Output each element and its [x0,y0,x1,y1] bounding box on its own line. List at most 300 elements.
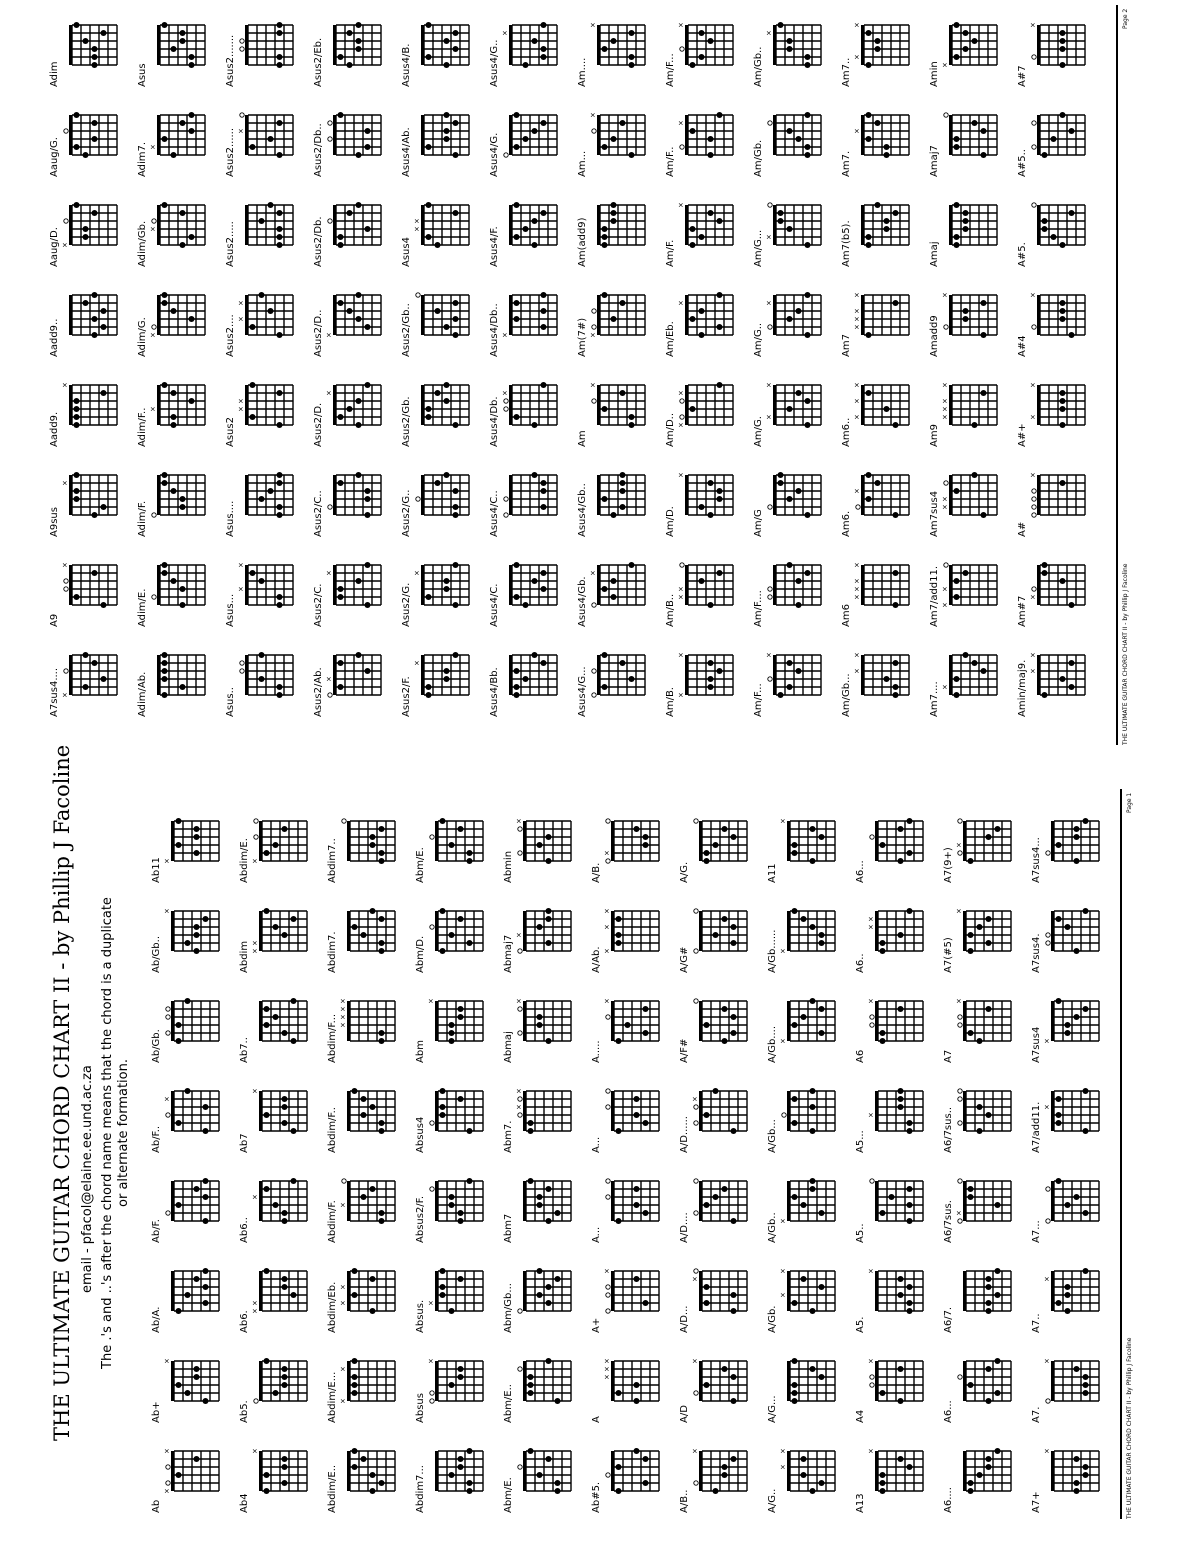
finger-dot [634,1096,640,1102]
chord-diagram [340,983,410,1065]
chord-name: Adim7. [137,141,148,177]
finger-dot [1060,406,1066,412]
finger-dot [277,62,283,68]
chord-diagram [1044,1073,1114,1155]
chord-cell [238,1339,326,1429]
finger-dot [514,112,520,118]
finger-dot [805,152,811,158]
svg-text:×: × [603,948,611,954]
chord-name: Abm/E. [415,847,426,883]
finger-dot [532,218,538,224]
chord-name: A11 [767,863,778,883]
finger-dot [458,1374,464,1380]
chord-diagram [150,7,220,89]
finger-dot [792,908,798,914]
finger-dot [1074,1194,1080,1200]
chord-cell [48,633,136,723]
finger-dot [338,660,344,666]
chord-diagram [692,1433,762,1515]
chord-diagram [326,547,396,629]
chord-name: Am(7#) [577,317,588,357]
svg-text:×: × [853,128,861,134]
finger-dot [898,1366,904,1372]
chord-name: Am7/add11. [929,565,940,627]
finger-dot [514,202,520,208]
finger-dot [602,242,608,248]
chord-diagram [1044,1343,1114,1425]
chord-cell [678,1159,766,1249]
finger-dot [884,406,890,412]
finger-dot [634,1398,640,1404]
chord-cell [238,1069,326,1159]
finger-dot [805,422,811,428]
chord-diagram [516,1343,586,1425]
chord-cell [752,543,840,633]
svg-text:×: × [867,1448,875,1454]
chord-cell [840,273,928,363]
svg-text:×: × [427,1300,435,1306]
chord-name: Am.... [577,57,588,87]
svg-text:×: × [867,1358,875,1364]
finger-dot [189,128,195,134]
chord-diagram [340,1073,410,1155]
finger-dot [185,940,191,946]
finger-dot [796,578,802,584]
chord-cell [1016,93,1104,183]
svg-text:×: × [163,1358,171,1364]
finger-dot [968,948,974,954]
chord-cell [502,979,590,1069]
chord-cell [678,1429,766,1519]
svg-text:×: × [779,818,787,824]
finger-dot [713,1488,719,1494]
finger-dot [537,1014,543,1020]
chord-name: Am/Gb. [753,139,764,177]
finger-dot [986,1366,992,1372]
finger-dot [467,850,473,856]
finger-dot [282,1096,288,1102]
finger-dot [880,1480,886,1486]
finger-dot [810,1308,816,1314]
finger-dot [880,1488,886,1494]
chord-cell [400,543,488,633]
finger-dot [1083,1374,1089,1380]
finger-dot [898,1104,904,1110]
finger-dot [259,292,265,298]
finger-dot [162,570,168,576]
svg-text:×: × [691,1448,699,1454]
finger-dot [435,390,441,396]
chord-name: Am6. [841,510,852,537]
chord-name: Asus2 [225,417,236,447]
svg-text:×: × [1029,292,1037,298]
finger-dot [338,54,344,60]
finger-dot [620,488,626,494]
finger-dot [810,1178,816,1184]
finger-dot [268,488,274,494]
chord-name: A/Gb... [767,1119,778,1153]
chord-cell [1016,3,1104,93]
svg-text:×: × [339,1284,347,1290]
chord-name: Am7sus4 [929,490,940,537]
finger-dot [189,54,195,60]
finger-dot [995,1358,1001,1364]
finger-dot [74,202,80,208]
duplicate-note: The .'s and ..'s after the chord name means that the chord is a duplicate or alternate formation. [100,897,131,1369]
chord-name: A13 [855,1493,866,1513]
chord-diagram [868,1073,938,1155]
chord-name: Asus2....... [225,34,236,87]
chord-diagram [428,893,498,975]
finger-dot [1051,234,1057,240]
finger-dot [250,382,256,388]
finger-dot [194,948,200,954]
finger-dot [634,1112,640,1118]
finger-dot [171,488,177,494]
svg-text:×: × [1043,1358,1051,1364]
finger-dot [338,234,344,240]
chord-diagram [428,1073,498,1155]
svg-text:×: × [1043,1276,1051,1282]
finger-dot [792,1398,798,1404]
finger-dot [968,1382,974,1388]
finger-dot [74,594,80,600]
chord-diagram [678,637,748,719]
svg-text:×: × [251,1194,259,1200]
finger-dot [440,1292,446,1298]
svg-text:×: × [779,1268,787,1274]
finger-dot [981,390,987,396]
chord-cell [326,979,414,1069]
finger-dot [277,684,283,690]
finger-dot [440,908,446,914]
finger-dot [611,218,617,224]
finger-dot [981,152,987,158]
chord-name: A7.. [1031,1313,1042,1333]
finger-dot [162,660,168,666]
finger-dot [537,924,543,930]
chord-diagram [868,1253,938,1335]
svg-text:×: × [853,54,861,60]
finger-dot [162,202,168,208]
finger-dot [356,292,362,298]
finger-dot [370,1472,376,1478]
chord-cell [854,979,942,1069]
chord-cell [400,453,488,543]
finger-dot [264,908,270,914]
finger-dot [954,54,960,60]
chord-cell [400,93,488,183]
finger-dot [277,512,283,518]
finger-dot [805,398,811,404]
svg-text:×: × [251,1308,259,1314]
finger-dot [203,1104,209,1110]
chord-name: Asus4/F. [489,226,500,267]
chord-diagram [252,1433,322,1515]
chord-cell [238,1249,326,1339]
finger-dot [546,1284,552,1290]
finger-dot [893,422,899,428]
finger-dot [92,46,98,52]
chord-cell [48,93,136,183]
finger-dot [972,120,978,126]
finger-dot [440,1268,446,1274]
svg-text:×: × [765,300,773,306]
finger-dot [444,668,450,674]
finger-dot [273,842,279,848]
chord-name: Asus2...... [225,127,236,177]
finger-dot [546,1038,552,1044]
chord-diagram [766,367,836,449]
finger-dot [541,120,547,126]
finger-dot [180,30,186,36]
finger-dot [523,136,529,142]
finger-dot [185,998,191,1004]
finger-dot [444,62,450,68]
finger-dot [365,602,371,608]
finger-dot [277,210,283,216]
finger-dot [602,234,608,240]
chord-name: Abdim [239,940,250,973]
chord-diagram [766,637,836,719]
finger-dot [704,1300,710,1306]
finger-dot [264,1472,270,1478]
finger-dot [708,512,714,518]
finger-dot [268,136,274,142]
chord-cell [312,183,400,273]
chord-diagram [590,7,660,89]
finger-dot [458,1096,464,1102]
finger-dot [880,1390,886,1396]
chord-diagram [428,983,498,1065]
finger-dot [893,660,899,666]
chord-diagram [516,1433,586,1515]
svg-text:×: × [251,948,259,954]
chord-diagram [678,367,748,449]
svg-text:×: × [691,1358,699,1364]
chord-diagram [414,637,484,719]
finger-dot [458,1366,464,1372]
chord-diagram [428,1253,498,1335]
finger-dot [546,858,552,864]
chord-diagram [590,547,660,629]
finger-dot [792,1300,798,1306]
finger-dot [83,226,89,232]
chord-diagram [326,457,396,539]
finger-dot [162,382,168,388]
finger-dot [713,842,719,848]
finger-dot [1083,1088,1089,1094]
chord-cell [576,3,664,93]
finger-dot [546,940,552,946]
chord-diagram [854,367,924,449]
finger-dot [203,1268,209,1274]
finger-dot [602,586,608,592]
chord-name: Am/D.. [665,412,676,447]
chord-cell [664,273,752,363]
svg-text:×: × [853,324,861,330]
chord-name: Am/G [753,509,764,537]
svg-text:×: × [515,998,523,1004]
chord-diagram [150,457,220,539]
finger-dot [699,54,705,60]
finger-dot [1074,1366,1080,1372]
finger-dot [602,496,608,502]
chord-diagram [516,983,586,1065]
chord-diagram [502,367,572,449]
chord-name: Asus.... [225,500,236,537]
chord-cell [840,93,928,183]
finger-dot [356,202,362,208]
finger-dot [880,1038,886,1044]
finger-dot [629,62,635,68]
chord-name: Asus2/F. [401,676,412,717]
chord-cell [766,889,854,979]
chord-name: Asus2.... [225,314,236,357]
finger-dot [1060,62,1066,68]
finger-dot [259,578,265,584]
finger-dot [1074,858,1080,864]
chord-name: Asus2/C.. [313,490,324,537]
svg-text:×: × [237,586,245,592]
chord-cell [928,93,1016,183]
finger-dot [347,406,353,412]
chord-cell [48,453,136,543]
finger-dot [1060,30,1066,36]
finger-dot [708,38,714,44]
svg-text:×: × [677,202,685,208]
chord-cell [312,633,400,723]
finger-dot [731,1030,737,1036]
finger-dot [893,570,899,576]
chord-name: Asus2/Db. [313,216,324,267]
chord-cell [752,93,840,183]
chord-cell [678,979,766,1069]
chord-cell [678,799,766,889]
finger-dot [708,660,714,666]
finger-dot [1065,1308,1071,1314]
svg-text:×: × [1029,22,1037,28]
finger-dot [83,300,89,306]
chord-cell [400,273,488,363]
finger-dot [277,602,283,608]
finger-dot [162,562,168,568]
chord-diagram [164,803,234,885]
svg-text:×: × [603,908,611,914]
chord-diagram [942,277,1012,359]
finger-dot [1083,1006,1089,1012]
finger-dot [370,842,376,848]
finger-dot [907,1120,913,1126]
finger-dot [690,226,696,232]
finger-dot [602,652,608,658]
chord-diagram [780,1433,850,1515]
chord-diagram [678,187,748,269]
chord-cell [840,543,928,633]
chord-cell [150,889,238,979]
author-email: email - pfacol@elaine.ee.und.ac.za [80,1065,95,1293]
finger-dot [440,818,446,824]
svg-text:×: × [325,390,333,396]
finger-dot [977,1128,983,1134]
finger-dot [523,676,529,682]
finger-dot [282,826,288,832]
finger-dot [444,128,450,134]
svg-text:×: × [501,390,509,396]
finger-dot [541,586,547,592]
chord-diagram [340,803,410,885]
finger-dot [83,38,89,44]
finger-dot [189,62,195,68]
svg-text:×: × [853,562,861,568]
finger-dot [180,496,186,502]
finger-dot [514,562,520,568]
chord-diagram [1044,1433,1114,1515]
chord-name: Am/F.. [665,146,676,177]
finger-dot [379,916,385,922]
finger-dot [352,924,358,930]
svg-text:×: × [237,398,245,404]
chord-name: A/D.... [679,1212,690,1243]
finger-dot [907,818,913,824]
finger-dot [796,602,802,608]
chord-name: A5... [855,1130,866,1153]
finger-dot [426,406,432,412]
finger-dot [620,660,626,666]
chord-diagram [252,803,322,885]
chord-cell [150,799,238,889]
finger-dot [449,842,455,848]
finger-dot [796,488,802,494]
chord-name: A6/7sus. [943,1200,954,1243]
finger-dot [189,234,195,240]
finger-dot [643,1480,649,1486]
chord-name: Adim/F.. [137,407,148,447]
finger-dot [365,128,371,134]
finger-dot [537,1022,543,1028]
finger-dot [1056,1300,1062,1306]
chord-diagram [62,7,132,89]
chord-name: Amaj [929,241,940,267]
chord-diagram [868,983,938,1065]
finger-dot [1060,300,1066,306]
chord-diagram [1044,803,1114,885]
finger-dot [954,22,960,28]
finger-dot [74,496,80,502]
finger-dot [435,480,441,486]
chord-cell [1016,273,1104,363]
chord-diagram [428,1163,498,1245]
finger-dot [819,1284,825,1290]
chord-name: Adim [49,61,60,87]
finger-dot [514,684,520,690]
chord-name: Asus2/Eb. [313,37,324,87]
chord-cell [150,1249,238,1339]
finger-dot [194,1276,200,1282]
finger-dot [194,924,200,930]
finger-dot [796,136,802,142]
finger-dot [379,826,385,832]
finger-dot [347,308,353,314]
finger-dot [203,1300,209,1306]
finger-dot [458,1006,464,1012]
finger-dot [690,406,696,412]
finger-dot [713,1088,719,1094]
finger-dot [180,242,186,248]
chord-cell [502,889,590,979]
svg-text:×: × [163,908,171,914]
finger-dot [555,1488,561,1494]
